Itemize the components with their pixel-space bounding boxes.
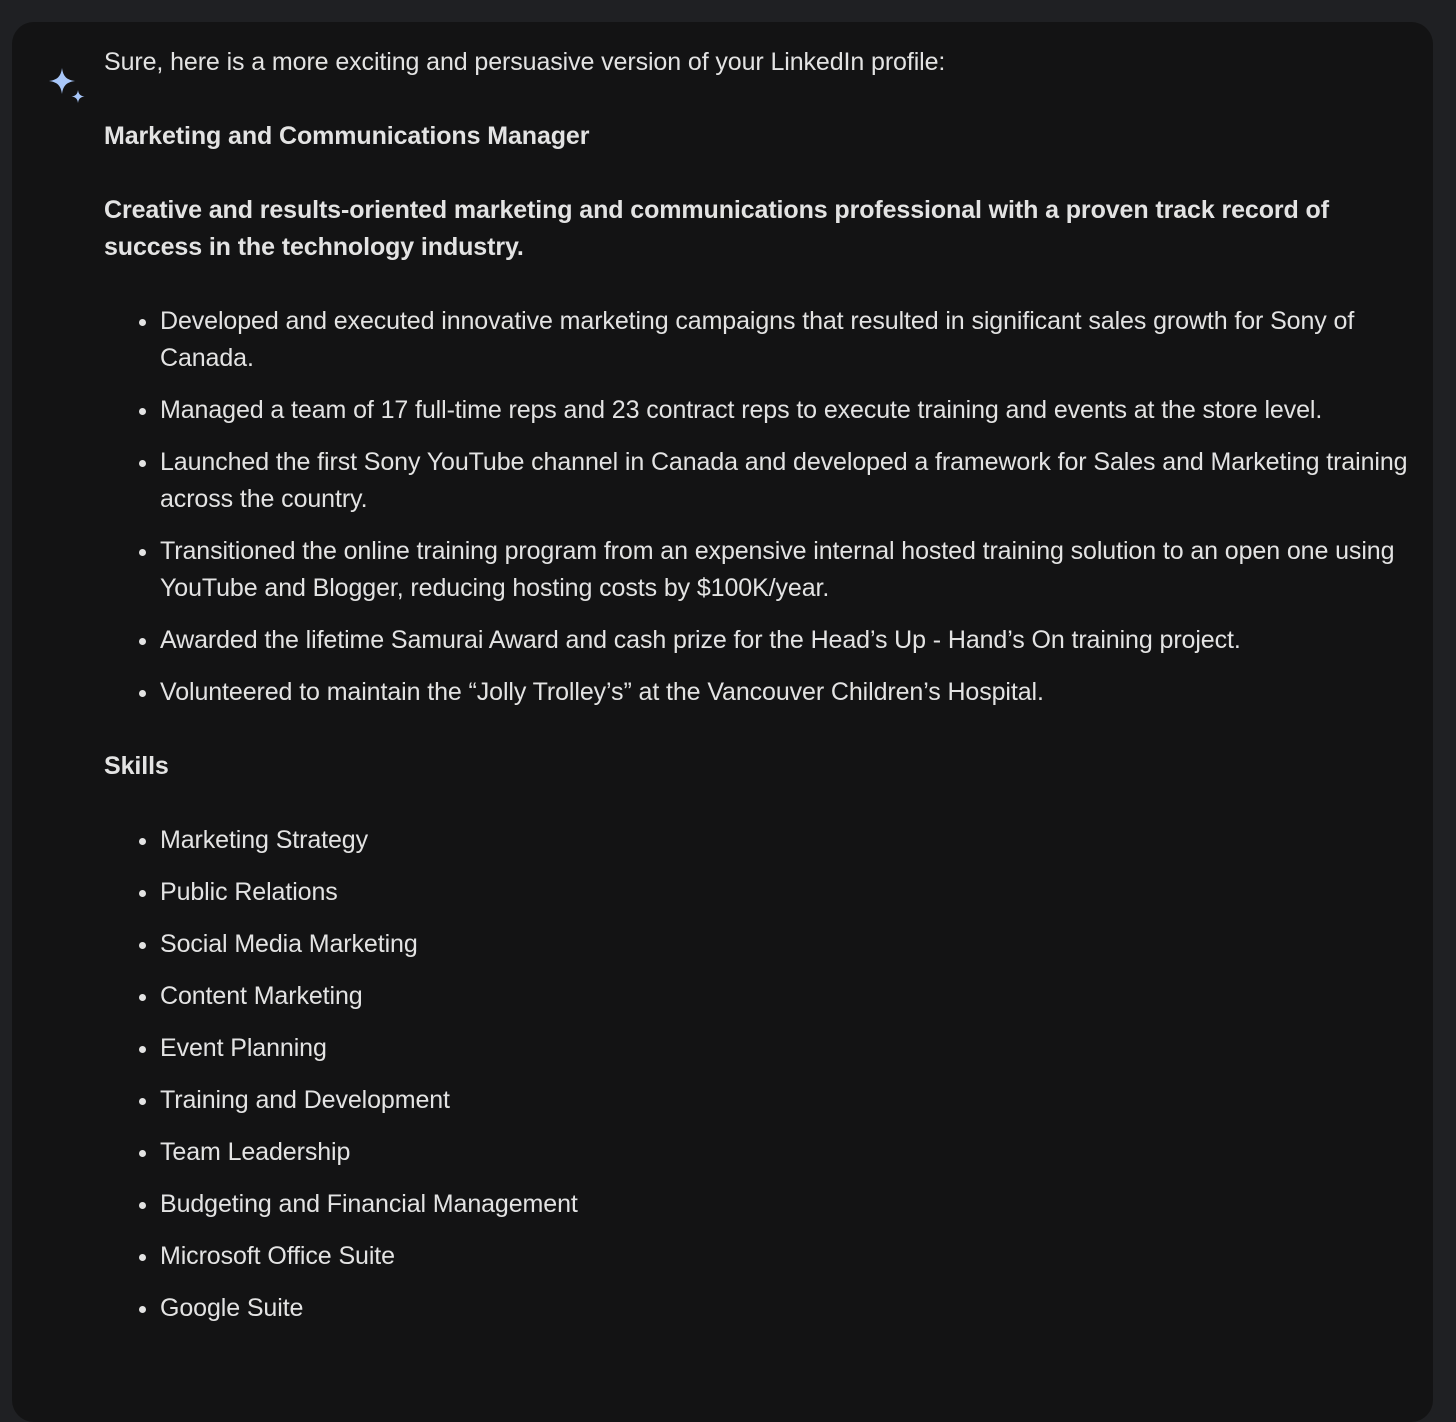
list-item: Team Leadership xyxy=(104,1134,1416,1171)
list-item: Marketing Strategy xyxy=(104,822,1416,859)
achievements-list xyxy=(104,303,1416,711)
list-item: Transitioned the online training program from an expensive internal hosted training solution to an open one using YouTube and Blogger, reducing hosting costs by $100K/year. xyxy=(104,533,1416,607)
skills-heading: Skills xyxy=(104,752,169,780)
list-item: Volunteered to maintain the “Jolly Trolley’s” at the Vancouver Children’s Hospital. xyxy=(104,674,1416,711)
list-item: Public Relations xyxy=(104,874,1416,911)
skills-list xyxy=(104,822,1416,1327)
list-item: Developed and executed innovative marketing campaigns that resulted in significant sales growth for Sony of Canada. xyxy=(104,303,1416,377)
list-item: Content Marketing xyxy=(104,978,1416,1015)
list-item: Microsoft Office Suite xyxy=(104,1238,1416,1275)
list-item: Launched the first Sony YouTube channel in Canada and developed a framework for Sales and Marketing training across the country. xyxy=(104,444,1416,518)
sparkle-icon xyxy=(44,66,88,110)
profile-title: Marketing and Communications Manager xyxy=(104,122,590,150)
profile-tagline: Creative and results-oriented marketing and communications professional with a proven track record of success in the technology industry. xyxy=(104,196,1329,261)
list-item: Google Suite xyxy=(104,1290,1416,1327)
response-intro: Sure, here is a more exciting and persuasive version of your LinkedIn profile: xyxy=(104,48,946,76)
list-item: Budgeting and Financial Management xyxy=(104,1186,1416,1223)
list-item: Social Media Marketing xyxy=(104,926,1416,963)
list-item: Managed a team of 17 full-time reps and 23 contract reps to execute training and events at the store level. xyxy=(104,392,1416,429)
response-content xyxy=(104,44,1416,1342)
list-item: Event Planning xyxy=(104,1030,1416,1067)
list-item: Awarded the lifetime Samurai Award and cash prize for the Head’s Up - Hand’s On training project. xyxy=(104,622,1416,659)
list-item: Training and Development xyxy=(104,1082,1416,1119)
